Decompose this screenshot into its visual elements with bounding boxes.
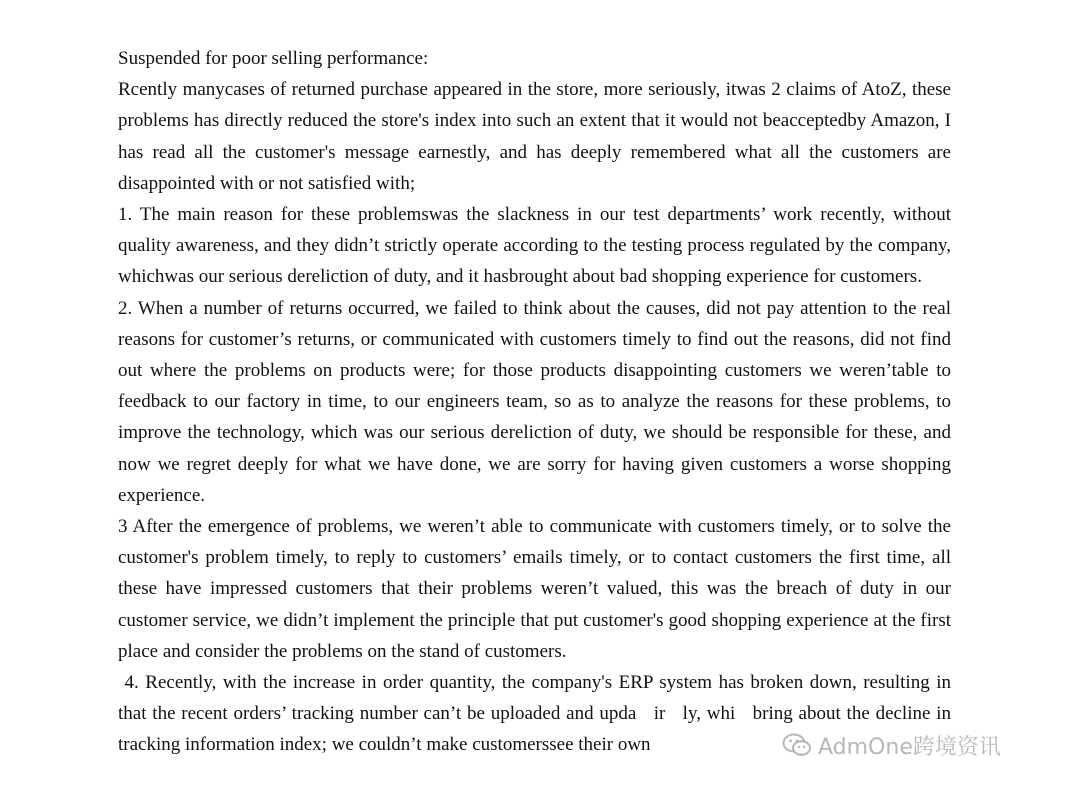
point-1-paragraph: 1. The main reason for these problemswas the slackness in our test departments’ work recently, without quality awareness, and they didn’t strictly operate according to the testing process regulated by the company, whichwas our serious dereliction of duty, and it hasbrought about bad shopping experience for customers. (118, 204, 951, 288)
document-body (118, 43, 956, 761)
intro-paragraph: Rcently manycases of returned purchase appeared in the store, more seriously, itwas 2 claims of AtoZ, these problems has directly reduced the store's index into such an extent that it would not beacceptedby Amazon, I has read all the customer's message earnestly, and has deeply remembered what all the customers are disappointed with or not satisfied with; (118, 79, 951, 194)
watermark-text: AdmOne跨境资讯 (818, 734, 1001, 760)
watermark (782, 728, 1001, 762)
point-2-paragraph: 2. When a number of returns occurred, we failed to think about the causes, did not pay attention to the real reasons for customer’s returns, or communicated with customers timely to find out the reasons, did not find out where the problems on products were; for those products disappointing customers we weren’table to feedback to our factory in time, to our engineers team, so as to analyze the reasons for these problems, to improve the technology, which was our serious dereliction of duty, we should be responsible for these, and now we regret deeply for what we have done, we are sorry for having given customers a worse shopping experience. (118, 297, 951, 506)
wechat-icon (782, 732, 812, 758)
point-3-paragraph: 3 After the emergence of problems, we weren’t able to communicate with customers timely, or to solve the customer's problem timely, to reply to customers’ emails timely, or to contact customers the first time, all these have impressed customers that their problems weren’t valued, this was the breach of duty in our customer service, we didn’t implement the principle that put customer's good shopping experience at the first place and consider the problems on the stand of customers. (118, 516, 951, 662)
document-heading: Suspended for poor selling performance: (118, 48, 429, 69)
point-4-paragraph: 4. Recently, with the increase in order quantity, the company's ERP system has broken down, resulting in that the recent orders’ tracking number can’t be uploaded and upda ir ly, whi bring about the decline in tracking information index; we couldn’t make customerssee their own (118, 672, 956, 756)
